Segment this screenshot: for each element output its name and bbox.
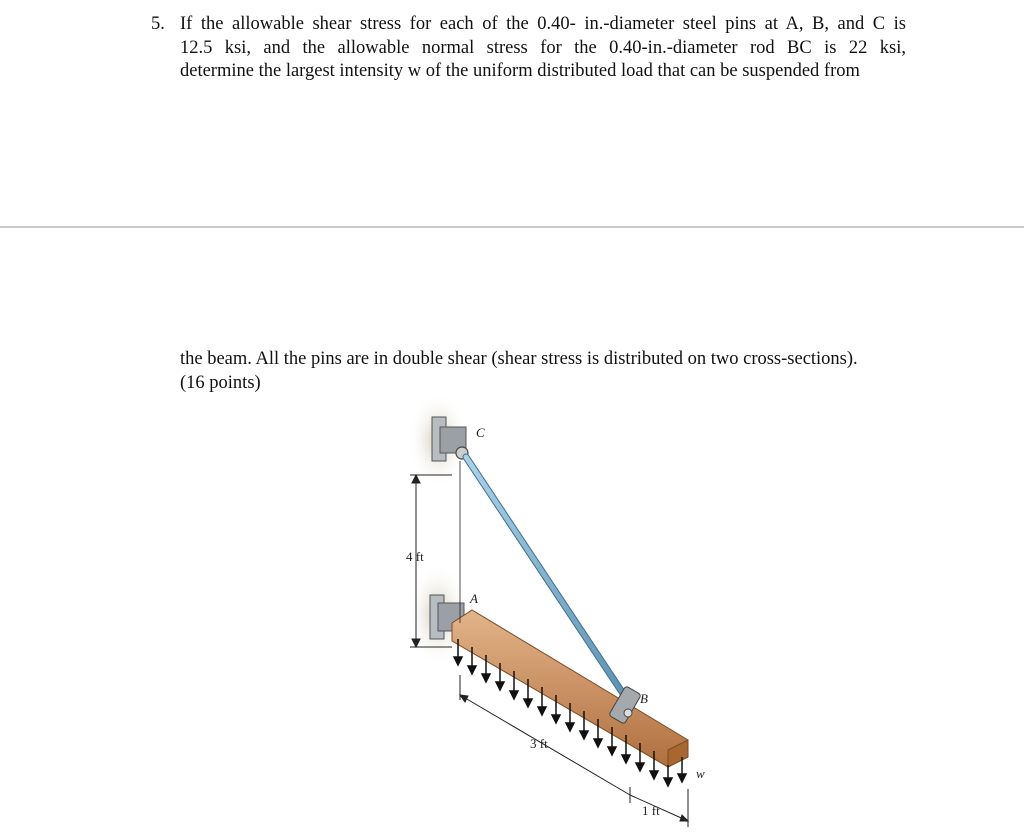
problem-line-3: determine the largest intensity w of the uniform distributed load that can be suspended from bbox=[180, 61, 860, 81]
problem-line-4: the beam. All the pins are in double shear (shear stress is distributed on two cross-sections). bbox=[180, 349, 858, 369]
problem-line-2: 12.5 ksi, and the allowable normal stress for the 0.40-in.-diameter rod BC is 22 ksi, bbox=[180, 37, 906, 58]
beam-rod-figure bbox=[390, 395, 720, 835]
problem-line-5: (16 points) bbox=[180, 372, 261, 393]
dim-1ft-label: 1 ft bbox=[642, 803, 660, 818]
dim-4ft-label: 4 ft bbox=[406, 549, 424, 564]
problem-text-part2 bbox=[180, 348, 906, 395]
label-b: B bbox=[640, 691, 648, 706]
page-divider bbox=[0, 226, 1024, 228]
problem-line-1: If the allowable shear stress for each of the 0.40- in.-diameter steel pins at A, B, and C is bbox=[180, 14, 906, 34]
label-a: A bbox=[470, 591, 478, 606]
beam bbox=[452, 610, 688, 767]
label-w: w bbox=[696, 766, 705, 781]
label-c: C bbox=[476, 425, 485, 440]
pin-b bbox=[624, 709, 632, 717]
problem-number: 5. bbox=[151, 14, 165, 34]
dim-3ft-label: 3 ft bbox=[530, 736, 548, 751]
problem-text-part1 bbox=[180, 13, 906, 84]
